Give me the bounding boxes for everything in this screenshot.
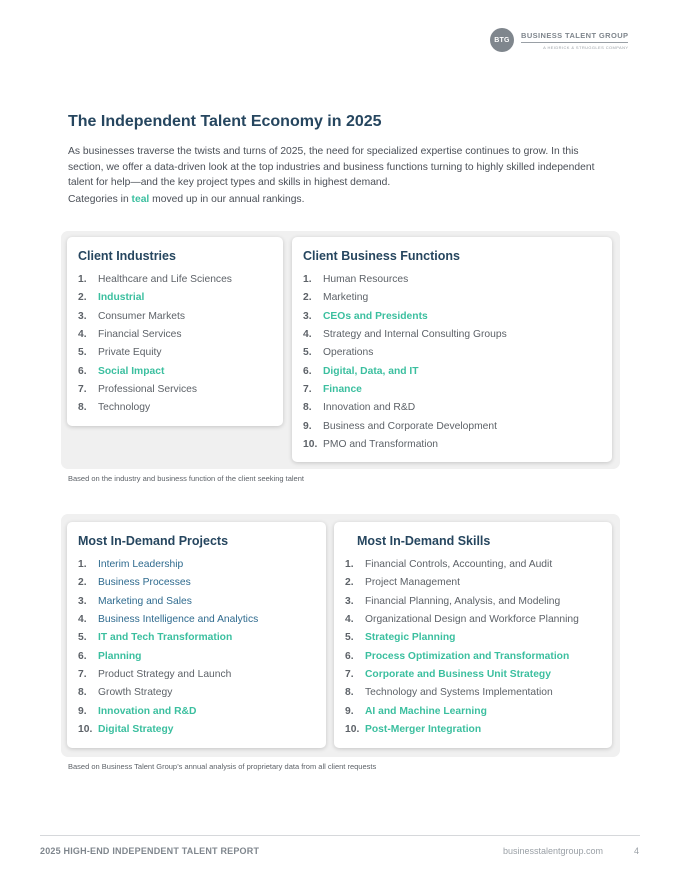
list-item	[303, 289, 612, 307]
list-item	[345, 611, 612, 629]
list-item-text: Technology and Systems Implementation	[365, 687, 553, 699]
list-item	[345, 703, 612, 721]
list-item	[78, 611, 326, 629]
list-item	[78, 666, 326, 684]
list-item-text: Social Impact	[98, 365, 165, 377]
list-item-text: Financial Services	[98, 329, 182, 341]
list-item-text: Industrial	[98, 292, 145, 304]
list-item	[78, 629, 326, 647]
list-item	[303, 381, 612, 399]
list-item	[78, 381, 283, 399]
list-item-text: PMO and Transformation	[323, 439, 439, 451]
list-item	[78, 399, 283, 417]
logo-mark: BTG	[490, 28, 514, 52]
list-item-text: Business Processes	[98, 577, 191, 589]
list-item-number: 6.	[78, 365, 87, 377]
list-item-text: Strategy and Internal Consulting Groups	[323, 329, 507, 341]
list-item-text: IT and Tech Transformation	[98, 632, 233, 644]
footer-divider	[40, 835, 640, 836]
footer-website-link[interactable]: businesstalentgroup.com	[503, 846, 604, 856]
intro-paragraph: As businesses traverse the twists and turns of 2025, the need for specialized expertise continues to grow. In this section, we offer a data-driven look at the top industries and business functions turning to highly skilled independent talent for help—and the key project types and skills in highest demand.	[68, 146, 595, 188]
teal-note-before: Categories in	[68, 194, 129, 205]
list-item-text: Strategic Planning	[365, 632, 456, 644]
list-item-number: 2.	[345, 577, 354, 589]
list-item	[303, 271, 612, 289]
list-item-text: Interim Leadership	[98, 559, 184, 570]
list-item-number: 7.	[345, 669, 354, 681]
list-item-number: 5.	[78, 347, 87, 359]
list-item-text: Marketing and Sales	[98, 595, 192, 607]
list-item-number: 4.	[303, 329, 312, 341]
list-item	[303, 363, 612, 381]
list-item-number: 9.	[78, 705, 87, 717]
projects-title: Most In-Demand Projects	[78, 534, 229, 548]
list-item	[303, 308, 612, 326]
list-item-text: CEOs and Presidents	[323, 310, 428, 322]
list-item-text: Consumer Markets	[98, 310, 185, 322]
list-item-text: Professional Services	[98, 384, 198, 396]
page-title: The Independent Talent Economy in 2025	[68, 113, 382, 130]
list-item-number: 10.	[78, 724, 93, 736]
list-item	[78, 326, 283, 344]
list-item-number: 5.	[78, 632, 87, 644]
caption-industries-functions: Based on the industry and business function of the client seeking talent	[68, 474, 304, 483]
list-item-number: 9.	[303, 420, 312, 432]
list-item-text: Organizational Design and Workforce Planning	[365, 614, 579, 626]
in-demand-skills-card	[334, 522, 612, 748]
list-item-text: Operations	[323, 347, 374, 359]
list-item-number: 4.	[345, 614, 354, 626]
list-item-number: 6.	[345, 650, 354, 662]
list-item-number: 8.	[345, 687, 354, 699]
list-item-text: Digital Strategy	[98, 724, 174, 736]
list-item	[345, 684, 612, 702]
teal-note-after: moved up in our annual rankings.	[152, 194, 305, 205]
list-item-number: 4.	[78, 614, 87, 626]
logo-tagline: A HEIDRICK & STRUGGLES COMPANY	[543, 44, 629, 50]
list-item-text: Innovation and R&D	[98, 705, 197, 717]
list-item-number: 3.	[78, 595, 87, 607]
list-item-text: Digital, Data, and IT	[323, 365, 419, 377]
list-item	[345, 629, 612, 647]
list-item	[78, 308, 283, 326]
list-item-number: 9.	[345, 705, 354, 717]
list-item-text: Corporate and Business Unit Strategy	[365, 669, 551, 681]
list-item-number: 2.	[303, 292, 312, 304]
list-item-number: 10.	[303, 439, 318, 451]
list-item	[303, 418, 612, 436]
list-item	[78, 344, 283, 362]
teal-legend-note	[68, 194, 304, 205]
list-item-number: 5.	[345, 632, 354, 644]
list-item	[303, 399, 612, 417]
teal-note-teal-word: teal	[131, 194, 150, 205]
list-item	[303, 326, 612, 344]
page-number: 4	[634, 846, 640, 856]
list-item-text: Planning	[98, 650, 142, 662]
skills-list	[345, 556, 612, 739]
list-item	[345, 574, 612, 592]
list-item	[78, 703, 326, 721]
list-item-number: 7.	[78, 669, 87, 681]
list-item-number: 3.	[303, 310, 312, 322]
list-item-number: 8.	[78, 402, 87, 414]
list-item-number: 1.	[345, 559, 354, 570]
list-item	[345, 648, 612, 666]
list-item	[78, 556, 326, 574]
list-item-text: Marketing	[323, 292, 369, 304]
logo-text	[521, 31, 628, 50]
list-item-text: Process Optimization and Transformation	[365, 650, 570, 662]
list-item	[78, 289, 283, 307]
list-item-text: Post-Merger Integration	[365, 724, 482, 736]
list-item-text: Healthcare and Life Sciences	[98, 274, 232, 285]
list-item-text: Project Management	[365, 577, 461, 589]
client-functions-title: Client Business Functions	[303, 249, 460, 263]
list-item-text: Financial Planning, Analysis, and Modeling	[365, 595, 561, 607]
list-item	[78, 721, 326, 739]
in-demand-projects-card	[67, 522, 326, 748]
footer-report-title: 2025 HIGH-END INDEPENDENT TALENT REPORT	[40, 846, 260, 856]
list-item-text: Human Resources	[323, 274, 409, 285]
list-item-number: 1.	[78, 274, 87, 285]
list-item-number: 2.	[78, 577, 87, 589]
list-item-number: 8.	[78, 687, 87, 699]
logo-name: BUSINESS TALENT GROUP	[521, 31, 628, 43]
list-item-number: 8.	[303, 402, 312, 414]
company-logo	[490, 28, 628, 52]
client-functions-list	[303, 271, 612, 454]
list-item-text: Finance	[323, 384, 362, 396]
list-item-text: Private Equity	[98, 347, 162, 359]
client-industries-card	[67, 237, 283, 426]
list-item	[78, 684, 326, 702]
list-item	[303, 436, 612, 454]
list-item-text: Product Strategy and Launch	[98, 669, 232, 681]
list-item	[303, 344, 612, 362]
list-item-number: 5.	[303, 347, 312, 359]
list-item-number: 10.	[345, 724, 360, 736]
list-item-text: Business Intelligence and Analytics	[98, 614, 259, 626]
list-item	[78, 593, 326, 611]
client-business-functions-card	[292, 237, 612, 462]
list-item-number: 3.	[78, 310, 87, 322]
list-item-text: Technology	[98, 402, 151, 414]
list-item	[78, 574, 326, 592]
list-item	[345, 556, 612, 574]
list-item-number: 6.	[303, 365, 312, 377]
list-item	[78, 363, 283, 381]
skills-title: Most In-Demand Skills	[357, 534, 491, 548]
list-item-number: 2.	[78, 292, 87, 304]
list-item-number: 3.	[345, 595, 354, 607]
list-item-number: 1.	[303, 274, 312, 285]
client-industries-list	[78, 271, 283, 418]
list-item-text: Innovation and R&D	[323, 402, 416, 414]
projects-list	[78, 556, 326, 739]
client-industries-title: Client Industries	[78, 249, 176, 263]
list-item	[78, 648, 326, 666]
list-item-number: 1.	[78, 559, 87, 570]
list-item-text: Financial Controls, Accounting, and Audit	[365, 559, 553, 570]
list-item-number: 6.	[78, 650, 87, 662]
list-item-number: 7.	[303, 384, 312, 396]
caption-projects-skills: Based on Business Talent Group’s annual analysis of proprietary data from all client requests	[68, 762, 377, 771]
list-item-number: 4.	[78, 329, 87, 341]
list-item-text: Business and Corporate Development	[323, 420, 498, 432]
list-item	[78, 271, 283, 289]
list-item	[345, 593, 612, 611]
list-item-text: Growth Strategy	[98, 687, 173, 699]
list-item-text: AI and Machine Learning	[365, 705, 487, 717]
list-item	[345, 721, 612, 739]
list-item-number: 7.	[78, 384, 87, 396]
list-item	[345, 666, 612, 684]
